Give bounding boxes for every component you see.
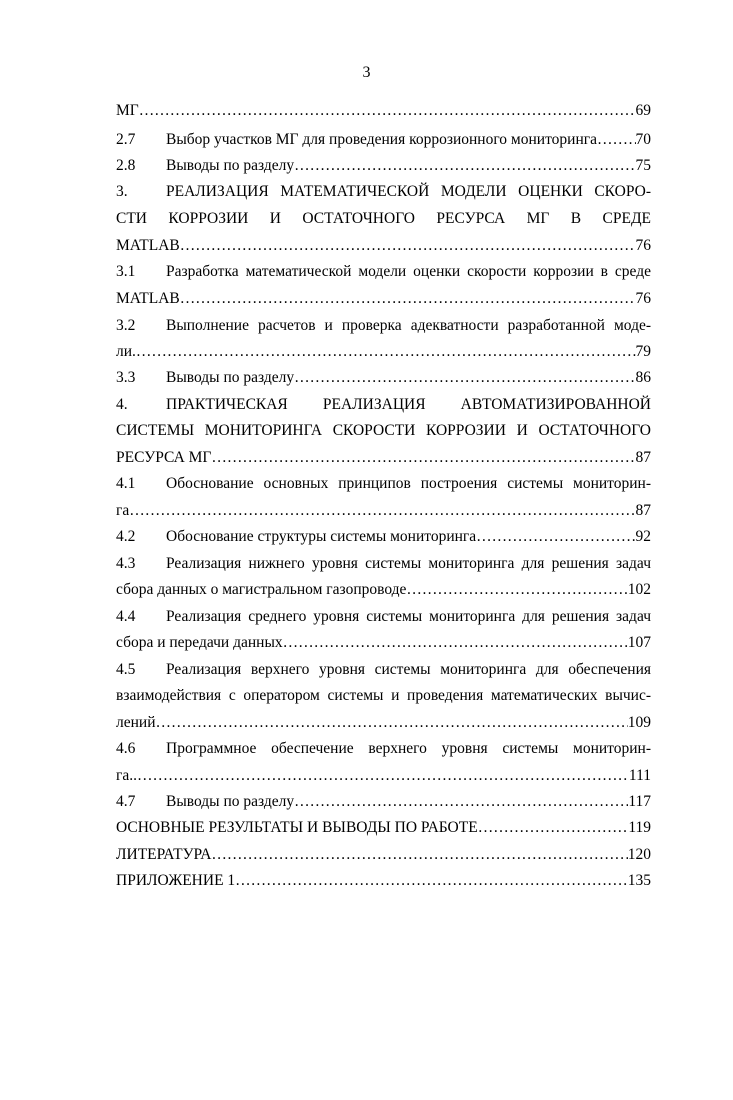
toc-page-number: 76: [635, 237, 651, 254]
toc-line: [116, 766, 651, 786]
toc-page-number: 92: [635, 528, 651, 545]
toc-entry-text: Программное обеспечение верхнего уровня системы мониторин-: [166, 740, 651, 757]
toc-line: [116, 289, 651, 309]
toc-dot-leader: [283, 633, 628, 653]
toc-line: [116, 474, 651, 494]
toc-entry-text: сбора и передачи данных: [116, 634, 283, 651]
toc-line: [116, 633, 651, 653]
toc-line: [116, 236, 651, 256]
toc-entry-text: MATLAB: [116, 290, 180, 307]
toc-page-number: 87: [635, 502, 651, 519]
toc-entry-text: сбора данных о магистральном газопроводе: [116, 581, 407, 598]
toc-entry-text: Реализация среднего уровня системы мониторинга для решения задач: [166, 608, 651, 625]
toc-section-number: 3.1: [116, 263, 136, 280]
toc-entry-text: ПРАКТИЧЕСКАЯ РЕАЛИЗАЦИЯ АВТОМАТИЗИРОВАННОЙ: [166, 396, 651, 413]
toc-section-number: 4.: [116, 396, 128, 413]
toc-dot-leader: [406, 580, 627, 600]
toc-line: [116, 395, 651, 415]
toc-dot-leader: [476, 527, 635, 547]
toc-line: [116, 792, 651, 812]
toc-section-number: 3.3: [116, 369, 136, 386]
toc-entry-text: Выполнение расчетов и проверка адекватности разработанной моде-: [166, 317, 651, 334]
toc-entry-text: Обоснование структуры системы мониторинга: [166, 528, 477, 545]
toc-page-number: 107: [627, 634, 651, 651]
toc-line: [116, 316, 651, 336]
toc-section-number: 4.4: [116, 608, 136, 625]
toc-page-number: 87: [635, 449, 651, 466]
toc-entry-text: ЛИТЕРАТУРА: [116, 846, 212, 863]
toc-dot-leader: [294, 792, 628, 812]
toc-section-number: 2.8: [116, 157, 136, 174]
toc-dot-leader: [235, 871, 628, 891]
toc-dot-leader: [180, 236, 636, 256]
toc-entry-text: РЕАЛИЗАЦИЯ МАТЕМАТИЧЕСКОЙ МОДЕЛИ ОЦЕНКИ СКОРО-: [166, 183, 651, 200]
toc-entry-text: MATLAB: [116, 237, 180, 254]
toc-page-number: 79: [635, 343, 651, 360]
toc-line: [116, 368, 651, 388]
toc-line: [116, 713, 651, 733]
toc-entry-text: Реализация верхнего уровня системы мониторинга для обеспечения: [166, 661, 651, 678]
toc-page-number: 109: [627, 714, 651, 731]
toc-dot-leader: [180, 289, 636, 309]
toc-dot-leader: [294, 156, 635, 176]
toc-line: [116, 845, 651, 865]
page-number: 3: [362, 64, 371, 81]
toc-line: [116, 739, 651, 759]
toc-entry-text: ли.: [116, 343, 136, 360]
toc-page-number: 76: [635, 290, 651, 307]
toc-page-number: 86: [635, 369, 651, 386]
toc-entry-text: Выводы по разделу: [166, 793, 295, 810]
toc-line: [116, 156, 651, 176]
toc-dot-leader: [129, 501, 635, 521]
toc-dot-leader: [478, 818, 629, 838]
toc-line: [116, 421, 651, 441]
toc-line: [116, 554, 651, 574]
toc-line: [116, 209, 651, 229]
toc-entry-text: ПРИЛОЖЕНИЕ 1: [116, 872, 236, 889]
toc-page-number: 135: [627, 872, 651, 889]
toc-line: [116, 448, 651, 468]
toc-section-number: 4.2: [116, 528, 136, 545]
toc-page-number: 70: [635, 131, 651, 148]
toc-line: [116, 527, 651, 547]
toc-page-number: 117: [628, 793, 651, 810]
toc-page-number: 102: [627, 581, 651, 598]
toc-line: [116, 130, 651, 150]
toc-dot-leader: [211, 448, 635, 468]
toc-dot-leader: [136, 342, 636, 362]
toc-line: [116, 501, 651, 521]
toc-section-number: 3.2: [116, 317, 136, 334]
toc-entry-text: Обоснование основных принципов построения системы мониторин-: [166, 475, 651, 492]
toc-entry-text: га: [116, 502, 130, 519]
toc-entry-text: СИСТЕМЫ МОНИТОРИНГА СКОРОСТИ КОРРОЗИИ И ОСТАТОЧНОГО: [116, 422, 651, 439]
toc-section-number: 4.1: [116, 475, 136, 492]
toc-section-number: 4.6: [116, 740, 136, 757]
toc-page-number: 69: [635, 102, 651, 119]
toc-dot-leader: [597, 130, 636, 150]
toc-entry-text: Реализация нижнего уровня системы мониторинга для решения задач: [166, 555, 651, 572]
toc-entry-text: взаимодействия с оператором системы и проведения математических вычис-: [116, 687, 651, 704]
toc-entry-text: Разработка математической модели оценки скорости коррозии в среде: [166, 263, 651, 280]
toc-line: [116, 660, 651, 680]
toc-dot-leader: [137, 766, 629, 786]
toc-section-number: 2.7: [116, 131, 136, 148]
toc-dot-leader: [139, 101, 636, 121]
toc-entry-text: Выводы по разделу: [166, 157, 295, 174]
toc-line: [116, 580, 651, 600]
toc-line: [116, 182, 651, 202]
toc-entry-text: Выводы по разделу: [166, 369, 295, 386]
toc-page-number: 75: [635, 157, 651, 174]
toc-entry-text: лений: [116, 714, 156, 731]
toc-entry-text: Выбор участков МГ для проведения коррозионного мониторинга: [166, 131, 597, 148]
toc-section-number: 3.: [116, 183, 128, 200]
toc-entry-text: РЕСУРСА МГ: [116, 449, 212, 466]
toc-dot-leader: [211, 845, 627, 865]
toc-dot-leader: [156, 713, 628, 733]
toc-line: [116, 686, 651, 706]
toc-line: [116, 262, 651, 282]
toc-entry-text: СТИ КОРРОЗИИ И ОСТАТОЧНОГО РЕСУРСА МГ В СРЕДЕ: [116, 210, 651, 227]
toc-line: [116, 101, 651, 121]
toc-line: [116, 871, 651, 891]
toc-line: [116, 818, 651, 838]
toc-line: [116, 607, 651, 627]
toc-page-number: 119: [628, 819, 651, 836]
toc-entry-text: МГ: [116, 102, 139, 119]
toc-line: [116, 342, 651, 362]
toc-page-number: 111: [628, 767, 651, 784]
toc-entry-text: га..: [116, 767, 137, 784]
toc-dot-leader: [294, 368, 635, 388]
toc-section-number: 4.7: [116, 793, 136, 810]
toc-entry-text: ОСНОВНЫЕ РЕЗУЛЬТАТЫ И ВЫВОДЫ ПО РАБОТЕ: [116, 819, 478, 836]
toc-page-number: 120: [627, 846, 651, 863]
toc-section-number: 4.5: [116, 661, 136, 678]
toc-section-number: 4.3: [116, 555, 136, 572]
